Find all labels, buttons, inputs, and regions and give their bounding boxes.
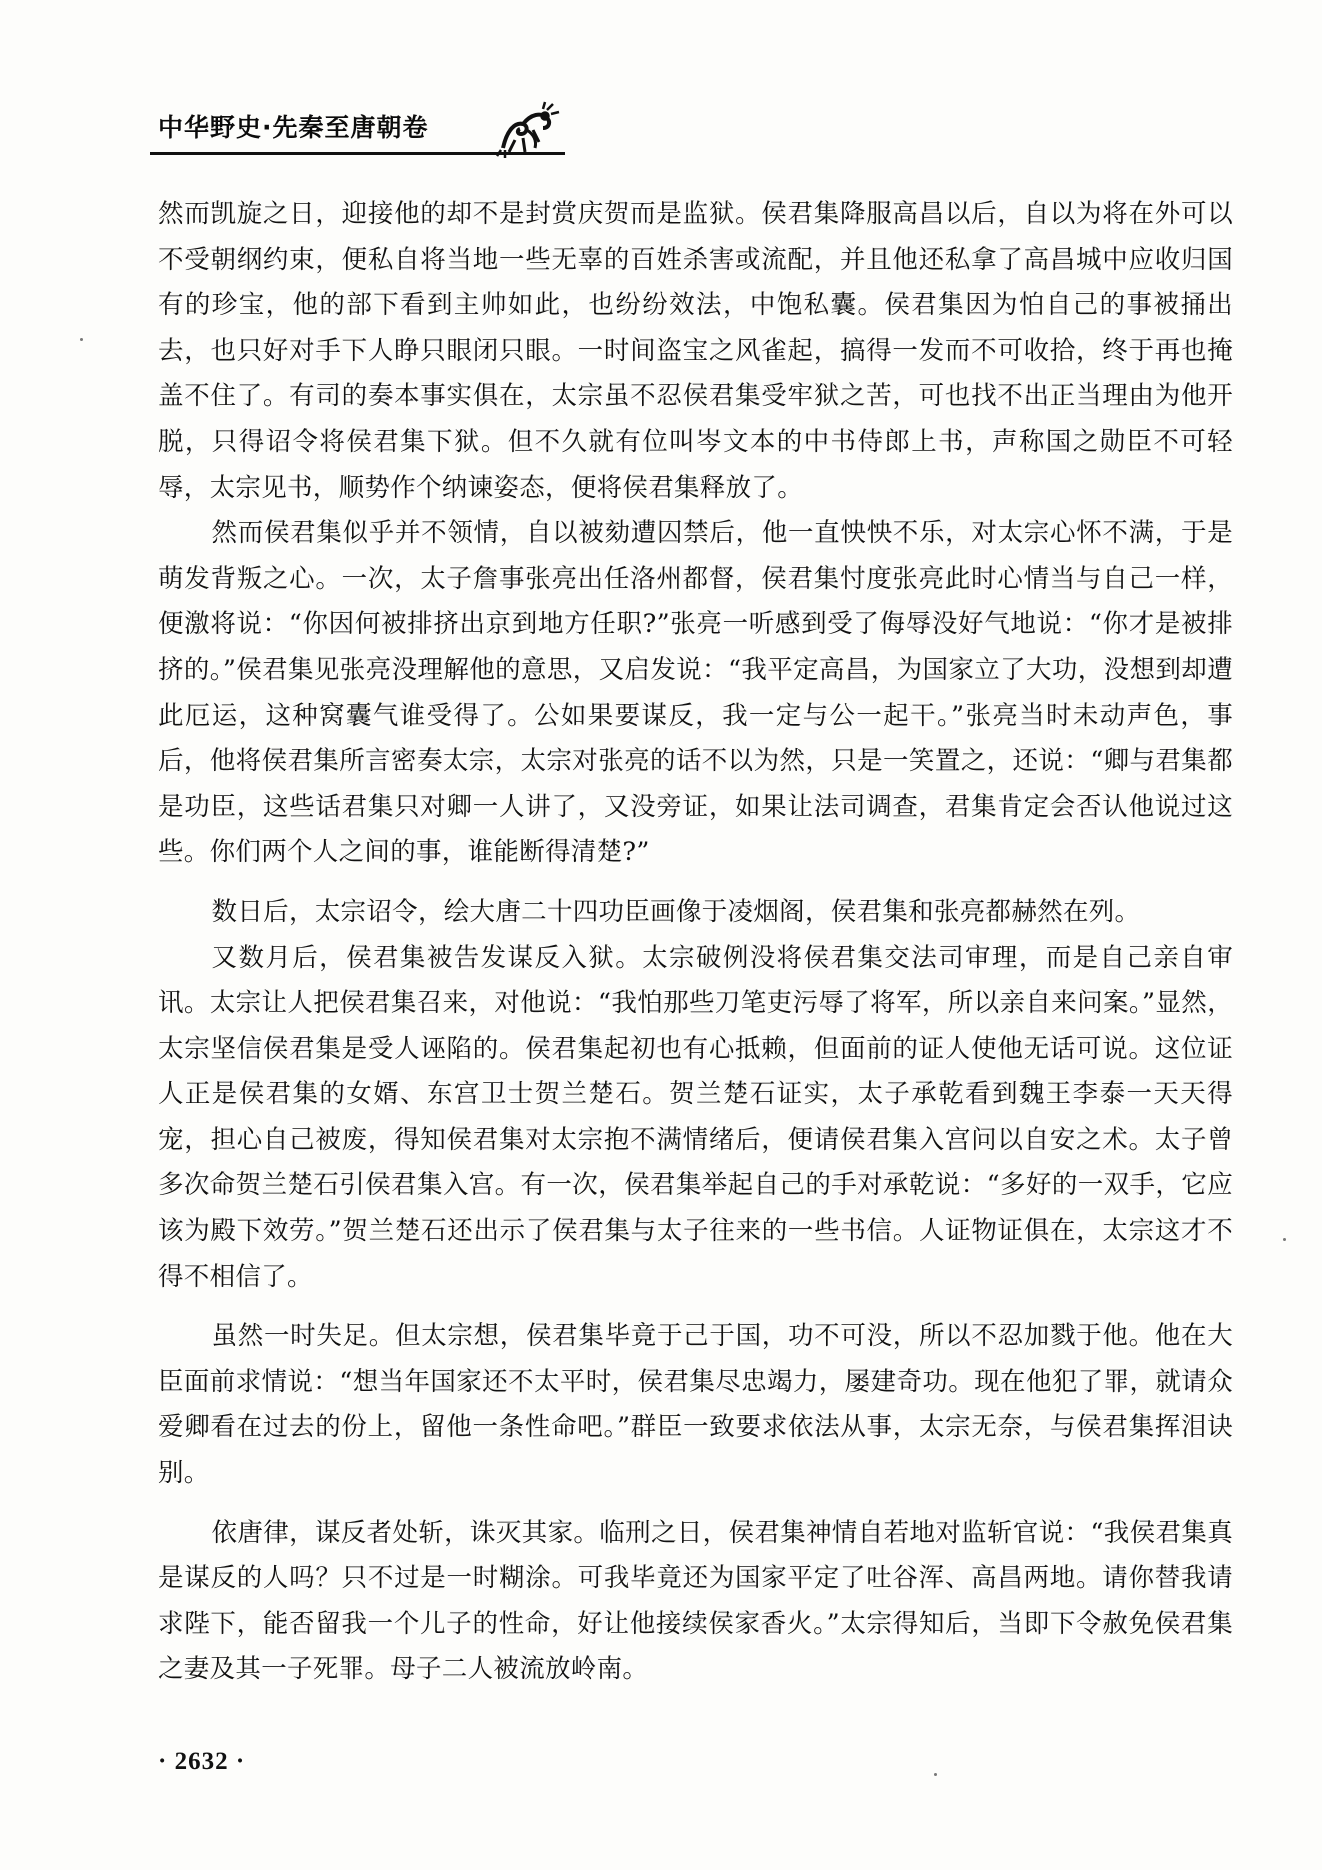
page-number: · 2632 · — [158, 1748, 246, 1775]
paragraph-5: 虽然一时失足。但太宗想，侯君集毕竟于己于国，功不可没，所以不忍加戮于他。他在大臣面前求情说：“想当年国家还不太平时，侯君集尽忠竭力，屡建奇功。现在他犯了罪，就请众爱卿看在过去的份上，留他一条性命吧。”群臣一致要求依法从事，太宗无奈，与侯君集挥泪诀别。 — [158, 1321, 1233, 1489]
paragraph-4: 又数月后，侯君集被告发谋反入狱。太宗破例没将侯君集交法司审理，而是自己亲自审讯。太宗让人把侯君集召来，对他说：“我怕那些刀笔吏污辱了将军，所以亲自来问案。”显然，太宗坚信侯君集是受人诬陷的。侯君集起初也有心抵赖，但面前的证人使他无话可说。这位证人正是侯君集的女婿、东宫卫士贺兰楚石。贺兰楚石证实，太子承乾看到魏王李泰一天天得宠，担心自己被废，得知侯君集对太宗抱不满情绪后，便请侯君集入宫问以自安之术。太子曾多次命贺兰楚石引侯君集入宫。有一次，侯君集举起自己的手对承乾说：“多好的一双手，它应该为殿下效劳。”贺兰楚石还出示了侯君集与太子往来的一些书信。人证物证俱在，太宗这才不得不相信了。 — [158, 942, 1233, 1292]
scan-speck — [80, 338, 83, 341]
paragraph-1: 然而凯旋之日，迎接他的却不是封赏庆贺而是监狱。侯君集降服高昌以后，自以为将在外可以不受朝纲约束，便私自将当地一些无辜的百姓杀害或流配，并且他还私拿了高昌城中应收归国有的珍宝，他的部下看到主帅如此，也纷纷效法，中饱私囊。侯君集因为怕自己的事被捅出去，也只好对手下人睁只眼闭只眼。一时间盗宝之风雀起，搞得一发而不可收拾，终于再也掩盖不住了。有司的奏本事实俱在，太宗虽不忍侯君集受牢狱之苦，可也找不出正当理由为他开脱，只得诏令将侯君集下狱。但不久就有位叫岑文本的中书侍郎上书，声称国之勋臣不可轻辱，太宗见书，顺势作个纳谏姿态，便将侯君集释放了。 — [158, 199, 1233, 503]
dragon-logo-icon — [493, 100, 561, 160]
header-rule — [150, 152, 565, 155]
running-header — [158, 100, 563, 158]
paragraph-2: 然而侯君集似乎并不领情，自以被劾遭囚禁后，他一直怏怏不乐，对太宗心怀不满，于是萌发背叛之心。一次，太子詹事张亮出任洛州都督，侯君集忖度张亮此时心情当与自己一样，便激将说：“你因何被排挤出京到地方任职?”张亮一听感到受了侮辱没好气地说：“你才是被排挤的。”侯君集见张亮没理解他的意思，又启发说：“我平定高昌，为国家立了大功，没想到却遭此厄运，这种窝囊气谁受得了。公如果要谋反，我一定与公一起干。”张亮当时未动声色，事后，他将侯君集所言密奏太宗，太宗对张亮的话不以为然，只是一笑置之，还说：“卿与君集都是功臣，这些话君集只对卿一人讲了，又没旁证，如果让法司调查，君集肯定会否认他说过这些。你们两个人之间的事，谁能断得清楚?” — [158, 518, 1233, 868]
paragraph-3: 数日后，太宗诏令，绘大唐二十四功臣画像于凌烟阁，侯君集和张亮都赫然在列。 — [211, 896, 1141, 927]
paragraph-6: 依唐律，谋反者处斩，诛灭其家。临刑之日，侯君集神情自若地对监斩官说：“我侯君集真是谋反的人吗？只不过是一时糊涂。可我毕竟还为国家平定了吐谷浑、高昌两地。请你替我请求陛下，能否留我一个儿子的性命，好让他接续侯家香火。”太宗得知后，当即下令赦免侯君集之妻及其一子死罪。母子二人被流放岭南。 — [158, 1517, 1233, 1685]
scan-speck — [934, 1773, 937, 1776]
book-title: 中华野史·先秦至唐朝卷 — [158, 113, 429, 142]
article-body — [158, 192, 1233, 1693]
scan-speck — [1283, 1238, 1286, 1241]
